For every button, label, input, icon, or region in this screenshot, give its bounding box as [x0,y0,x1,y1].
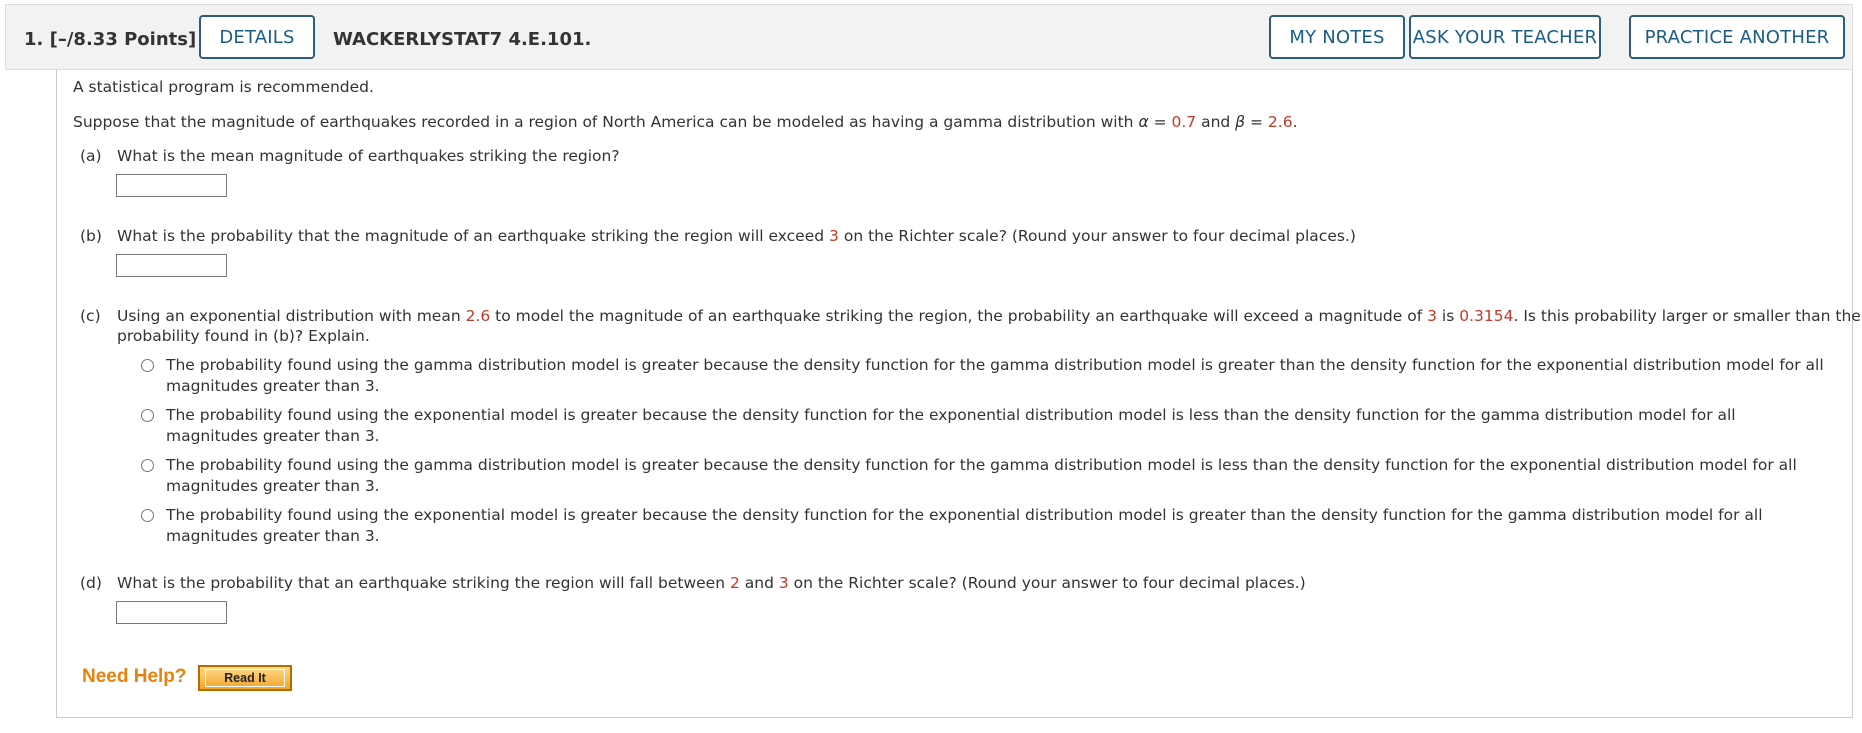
part-c-question-line1: Using an exponential distribution with mean 2.6 to model the magnitude of an earthquake striking the region, the probability an earthquake will exceed a magnitude of 3 is 0.3154. Is this probability larger or smaller than the [117,307,1861,325]
details-button[interactable]: DETAILS [199,15,315,59]
option-text: The probability found using the gamma distribution model is greater because the density function for the gamma distribution model is greater than the density function for the exponential distribution model for all magnitudes greater than 3. [166,356,1824,395]
option-text: The probability found using the exponential model is greater because the density function for the exponential distribution model is greater than the density function for the gamma distribution model for all magnitudes greater than 3. [166,506,1763,545]
question-id: WACKERLYSTAT7 4.E.101. [333,29,592,50]
read-it-button[interactable] [198,665,292,691]
part-b-answer-input[interactable] [116,254,227,277]
option-text: The probability found using the exponential model is greater because the density function for the exponential distribution model is less than the density function for the gamma distribution model for all magnitudes greater than 3. [166,406,1736,445]
program-recommendation: A statistical program is recommended. [73,78,374,96]
part-c-question-line2: probability found in (b)? Explain. [117,327,370,345]
option-text: The probability found using the gamma distribution model is greater because the density function for the gamma distribution model is less than the density function for the exponential distribution model for all magnitudes greater than 3. [166,456,1797,495]
radio-button[interactable] [141,359,154,372]
need-help-label: Need Help? [82,666,187,687]
my-notes-button[interactable]: MY NOTES [1269,15,1405,59]
intro-statement: Suppose that the magnitude of earthquakes recorded in a region of North America can be modeled as having a gamma distribution with α = 0.7 and β = 2.6. [73,113,1298,131]
part-c-label: (c) [80,307,101,325]
radio-button[interactable] [141,459,154,472]
read-it-label: Read It [205,669,285,687]
question-points: 1. [–/8.33 Points] [24,29,197,50]
part-a-answer-input[interactable] [116,174,227,197]
part-d-label: (d) [80,574,102,592]
question-header [5,4,1853,70]
ask-your-teacher-button[interactable]: ASK YOUR TEACHER [1409,15,1601,59]
practice-another-button[interactable]: PRACTICE ANOTHER [1629,15,1845,59]
part-b-question: What is the probability that the magnitude of an earthquake striking the region will exceed 3 on the Richter scale? (Round your answer to four decimal places.) [117,227,1356,245]
part-b-label: (b) [80,227,102,245]
part-d-answer-input[interactable] [116,601,227,624]
radio-button[interactable] [141,409,154,422]
radio-button[interactable] [141,509,154,522]
part-d-question: What is the probability that an earthquake striking the region will fall between 2 and 3 on the Richter scale? (Round your answer to four decimal places.) [117,574,1306,592]
part-a-label: (a) [80,147,102,165]
part-a-question: What is the mean magnitude of earthquakes striking the region? [117,147,620,165]
